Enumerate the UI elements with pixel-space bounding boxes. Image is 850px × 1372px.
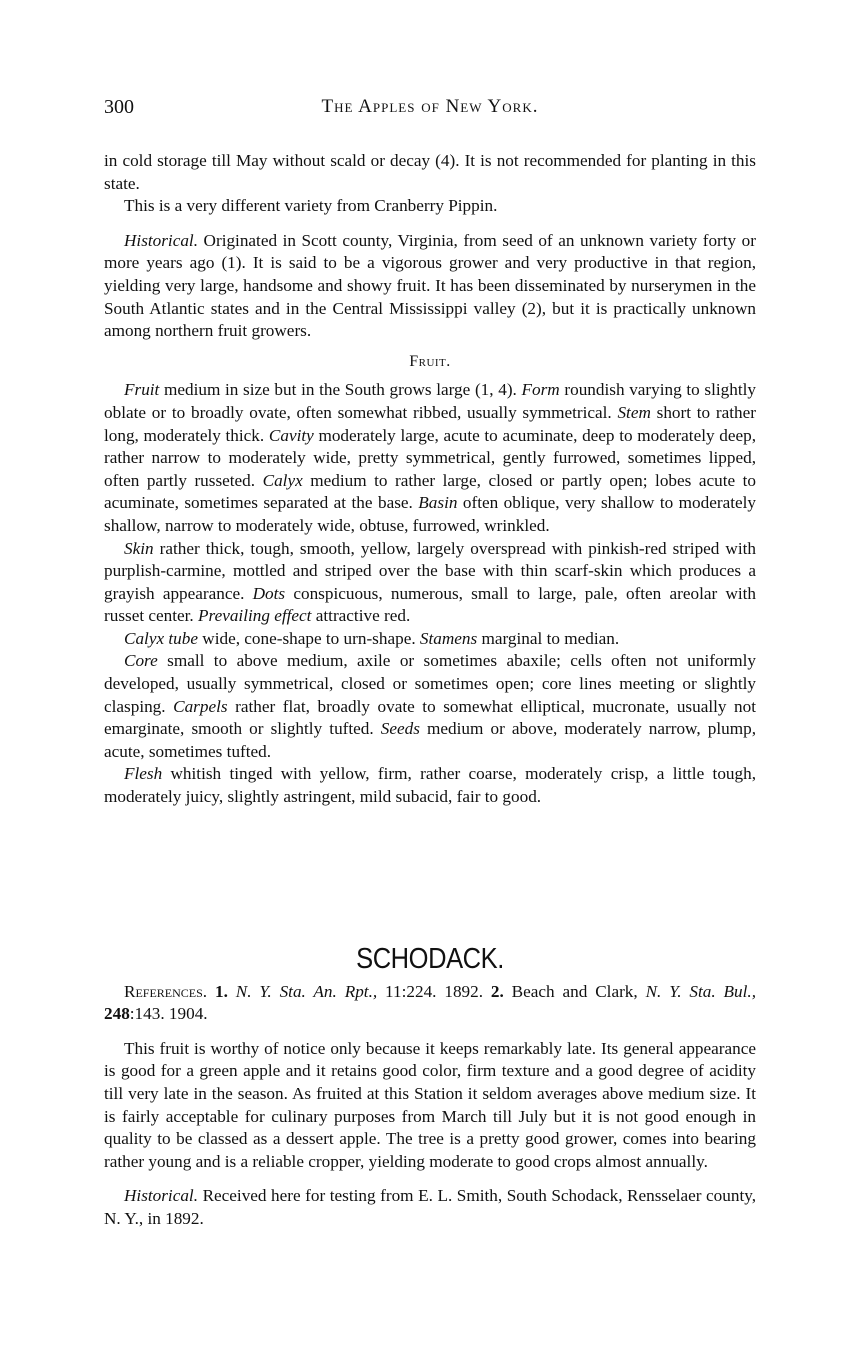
italic-term: Carpels <box>173 696 228 716</box>
text-run: 1. <box>215 981 228 1001</box>
paragraph <box>104 650 756 763</box>
text-run: rather thick, tough, smooth, yellow, largely overspread with pinkish-red striped with purplish-carmine, mottled and striped over the base with thin scarf-skin which produces a grayish appearance. <box>104 538 756 603</box>
italic-term: Historical. <box>124 1186 199 1206</box>
italic-term: Stamens <box>419 628 478 648</box>
italic-term: Seeds <box>380 719 420 739</box>
continued-section <box>104 150 756 809</box>
text-run: This fruit is worthy of notice only because it keeps remarkably late. Its general appearance is good for a green apple and it retains good color, firm texture and a good degree of acidity till very late in the season. As fruited at this Station it seldom averages above medium size. It is fairly acceptable for culinary purposes from March till July but it is not good enough in quality to be classed as a dessert apple. The tree is a pretty good grower, comes into bearing rather young and is a reliable cropper, yielding moderate to good crops almost annually. <box>104 1038 756 1171</box>
text-run: This is a very different variety from Cranberry Pippin. <box>124 196 498 216</box>
italic-term: Skin <box>124 538 154 558</box>
paragraph <box>104 981 756 1026</box>
paragraph <box>104 195 756 218</box>
text-run: moderately large, acute to acuminate, deep to moderately deep, rather narrow to moderately wide, pretty symmetrical, gently furrowed, sometimes lipped, often partly russeted. <box>104 425 756 490</box>
text-run: Originated in Scott county, Virginia, from seed of an unknown variety forty or more years ago (1). It is said to be a vigorous grower and very productive in that region, yielding very large, handsome and showy fruit. It has been disseminated by nurserymen in the South Atlantic states and in the Central Mississippi valley (2), but it is practically unknown among northern fruit growers. <box>104 230 756 341</box>
paragraph <box>104 763 756 808</box>
text-run: attractive red. <box>311 606 411 626</box>
paragraph <box>104 150 756 195</box>
text-run: medium in size but in the South grows large (1, 4). <box>159 380 522 400</box>
fruit-description <box>104 379 756 808</box>
paragraph <box>104 230 756 343</box>
fruit-heading: Fruit. <box>409 352 451 370</box>
text-run <box>207 982 215 1001</box>
paragraph <box>104 1185 756 1230</box>
text-run: :143. 1904. <box>129 1004 208 1024</box>
page-number: 300 <box>104 96 134 118</box>
italic-term: N. Y. Sta. Bul., <box>645 981 757 1001</box>
italic-term: N. Y. Sta. An. Rpt., <box>235 981 378 1001</box>
text-run: Beach and Clark, <box>503 981 646 1001</box>
text-run: short to rather long, moderately thick. <box>104 402 756 445</box>
italic-term: Form <box>521 380 560 400</box>
text-run: in cold storage till May without scald or decay (4). It is not recommended for planting in this state. <box>104 151 756 193</box>
italic-term: Calyx tube <box>124 628 198 648</box>
paragraph <box>104 628 756 651</box>
text-run: 2. <box>490 981 504 1001</box>
text-run: medium to rather large, closed or partly open; lobes acute to acuminate, sometimes separated at the base. <box>104 470 756 513</box>
paragraph <box>104 538 756 628</box>
italic-term: Historical. <box>124 230 199 250</box>
italic-term: Calyx <box>262 470 303 490</box>
schodack-paragraphs <box>104 981 756 1231</box>
text-run: roundish varying to slightly oblate or to broadly ovate, often somewhat ribbed, usually symmetrical. <box>104 380 756 422</box>
italic-term: Flesh <box>124 764 163 784</box>
italic-term: Fruit <box>124 380 160 400</box>
italic-term: Dots <box>252 583 286 603</box>
paragraph <box>104 1038 756 1174</box>
page-header <box>104 96 756 122</box>
text-run: 11:224. 1892. <box>377 981 491 1001</box>
text-run: marginal to median. <box>477 628 620 648</box>
top-paragraphs <box>104 150 756 343</box>
text-run: medium or above, moderately narrow, plump, acute, sometimes tufted. <box>104 719 756 761</box>
paragraph <box>104 379 756 537</box>
italic-term: Basin <box>418 493 458 513</box>
text-run <box>228 982 236 1001</box>
text-run: whitish tinged with yellow, firm, rather coarse, moderately crisp, a little tough, moderately juicy, slightly astringent, mild subacid, fair to good. <box>104 764 756 807</box>
text-run: 248 <box>104 1004 130 1024</box>
text-run: small to above medium, axile or sometimes abaxile; cells often not uniformly developed, usually symmetrical, closed or sometimes open; core lines meeting or slightly clasping. <box>104 651 756 716</box>
schodack-section <box>104 943 757 1231</box>
variety-title: SCHODACK. <box>356 943 504 975</box>
text-run: Received here for testing from E. L. Smith, South Schodack, Rensselaer county, N. Y., in 1892. <box>104 1186 756 1228</box>
italic-term: Prevailing effect <box>198 606 312 626</box>
text-run: wide, cone-shape to urn-shape. <box>197 628 420 648</box>
italic-term: Core <box>124 651 158 671</box>
italic-term: Cavity <box>268 425 314 445</box>
italic-term: Stem <box>617 402 651 422</box>
text-run: often oblique, very shallow to moderately shallow, narrow to moderately wide, obtuse, furrowed, wrinkled. <box>104 493 756 535</box>
text-run: References. <box>124 981 208 1001</box>
text-run: rather flat, broadly ovate to somewhat elliptical, mucronate, usually not emarginate, smooth or slightly tufted. <box>104 696 756 739</box>
running-title: The Apples of New York. <box>321 96 539 117</box>
text-run: conspicuous, numerous, small to large, pale, often areolar with russet center. <box>104 583 756 626</box>
